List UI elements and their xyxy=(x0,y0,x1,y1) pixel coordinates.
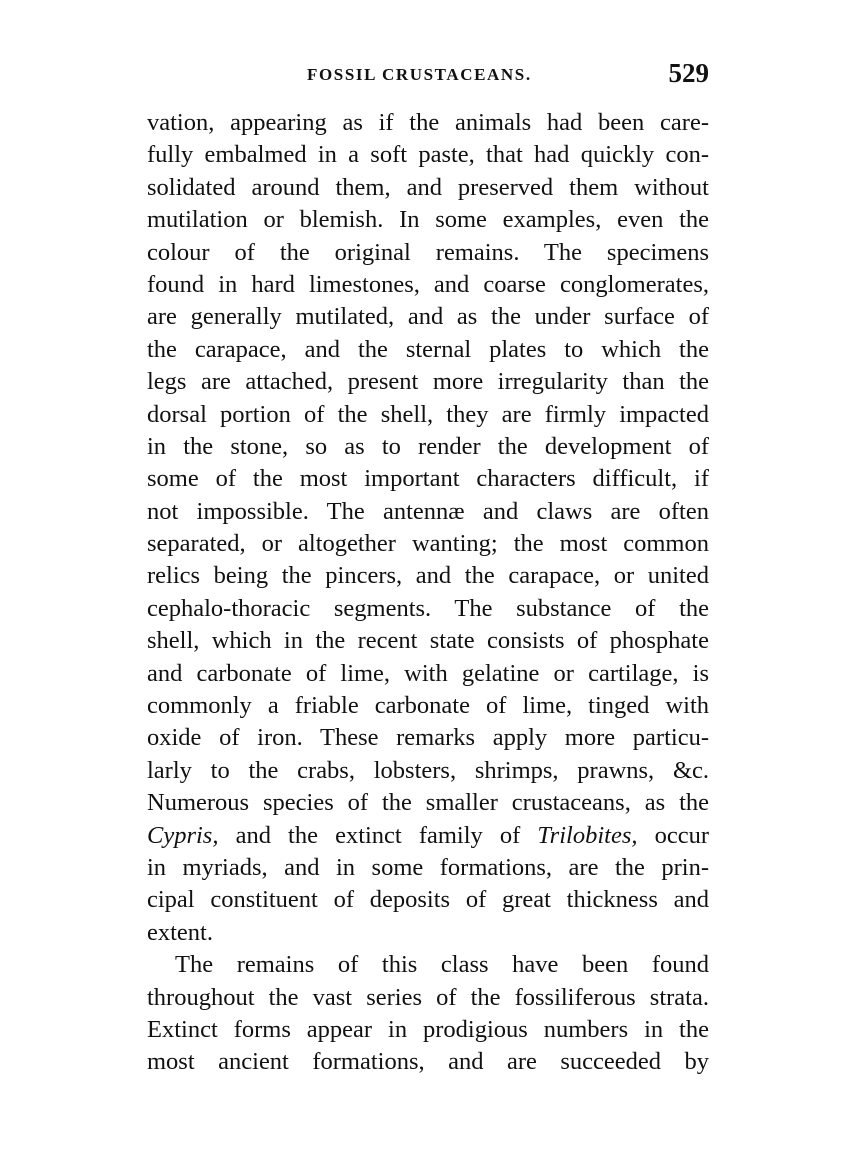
running-title: FOSSIL CRUSTACEANS. xyxy=(307,65,532,84)
text-line: Extinct forms appear in prodigious numbers in the xyxy=(147,1015,709,1043)
running-head xyxy=(147,58,709,94)
text-line: colour of the original remains. The specimens xyxy=(147,238,709,266)
text-line: oxide of iron. These remarks apply more particu- xyxy=(147,724,709,752)
text-line: throughout the vast series of the fossiliferous strata. xyxy=(147,983,709,1011)
paragraph-2 xyxy=(147,949,709,1079)
text-line: separated, or altogether wanting; the most common xyxy=(147,530,709,558)
text-line: larly to the crabs, lobsters, shrimps, prawns, &c. xyxy=(147,756,709,784)
body-text xyxy=(147,107,709,1079)
text-line: Numerous species of the smaller crustaceans, as the xyxy=(147,789,709,817)
text-line: and carbonate of lime, with gelatine or cartilage, is xyxy=(147,659,709,687)
text-line: not impossible. The antennæ and claws are often xyxy=(147,497,709,525)
text-line: relics being the pincers, and the carapace, or united xyxy=(147,562,709,590)
text-span: and the extinct family of xyxy=(218,821,538,849)
text-line: extent. xyxy=(147,918,213,946)
text-line: are generally mutilated, and as the under surface of xyxy=(147,303,709,331)
text-line: most ancient formations, and are succeeded by xyxy=(147,1048,709,1076)
text-line: solidated around them, and preserved them without xyxy=(147,173,709,201)
text-line: legs are attached, present more irregularity than the xyxy=(147,368,709,396)
paragraph-1 xyxy=(147,107,709,949)
page-number: 529 xyxy=(668,58,709,88)
text-line: dorsal portion of the shell, they are firmly impacted xyxy=(147,400,709,428)
text-line: in the stone, so as to render the development of xyxy=(147,432,709,460)
text-line: mutilation or blemish. In some examples, even the xyxy=(147,206,709,234)
text-line: some of the most important characters difficult, if xyxy=(147,465,709,493)
text-line: found in hard limestones, and coarse conglomerates, xyxy=(147,270,709,298)
text-span: occur xyxy=(637,821,709,849)
taxon-trilobites: Trilobites, xyxy=(537,821,638,849)
text-line: shell, which in the recent state consists of phosphate xyxy=(147,627,709,655)
taxon-cypris: Cypris, xyxy=(147,821,219,849)
text-line: cipal constituent of deposits of great thickness and xyxy=(147,886,709,914)
text-line-with-italics xyxy=(147,820,709,852)
text-line: cephalo-thoracic segments. The substance of the xyxy=(147,594,709,622)
text-line: in myriads, and in some formations, are the prin- xyxy=(147,853,709,881)
text-line: fully embalmed in a soft paste, that had quickly con- xyxy=(147,141,709,169)
text-line: the carapace, and the sternal plates to which the xyxy=(147,335,709,363)
text-line: vation, appearing as if the animals had been care- xyxy=(147,109,709,136)
text-line: The remains of this class have been found xyxy=(175,951,709,979)
text-line: commonly a friable carbonate of lime, tinged with xyxy=(147,692,709,720)
